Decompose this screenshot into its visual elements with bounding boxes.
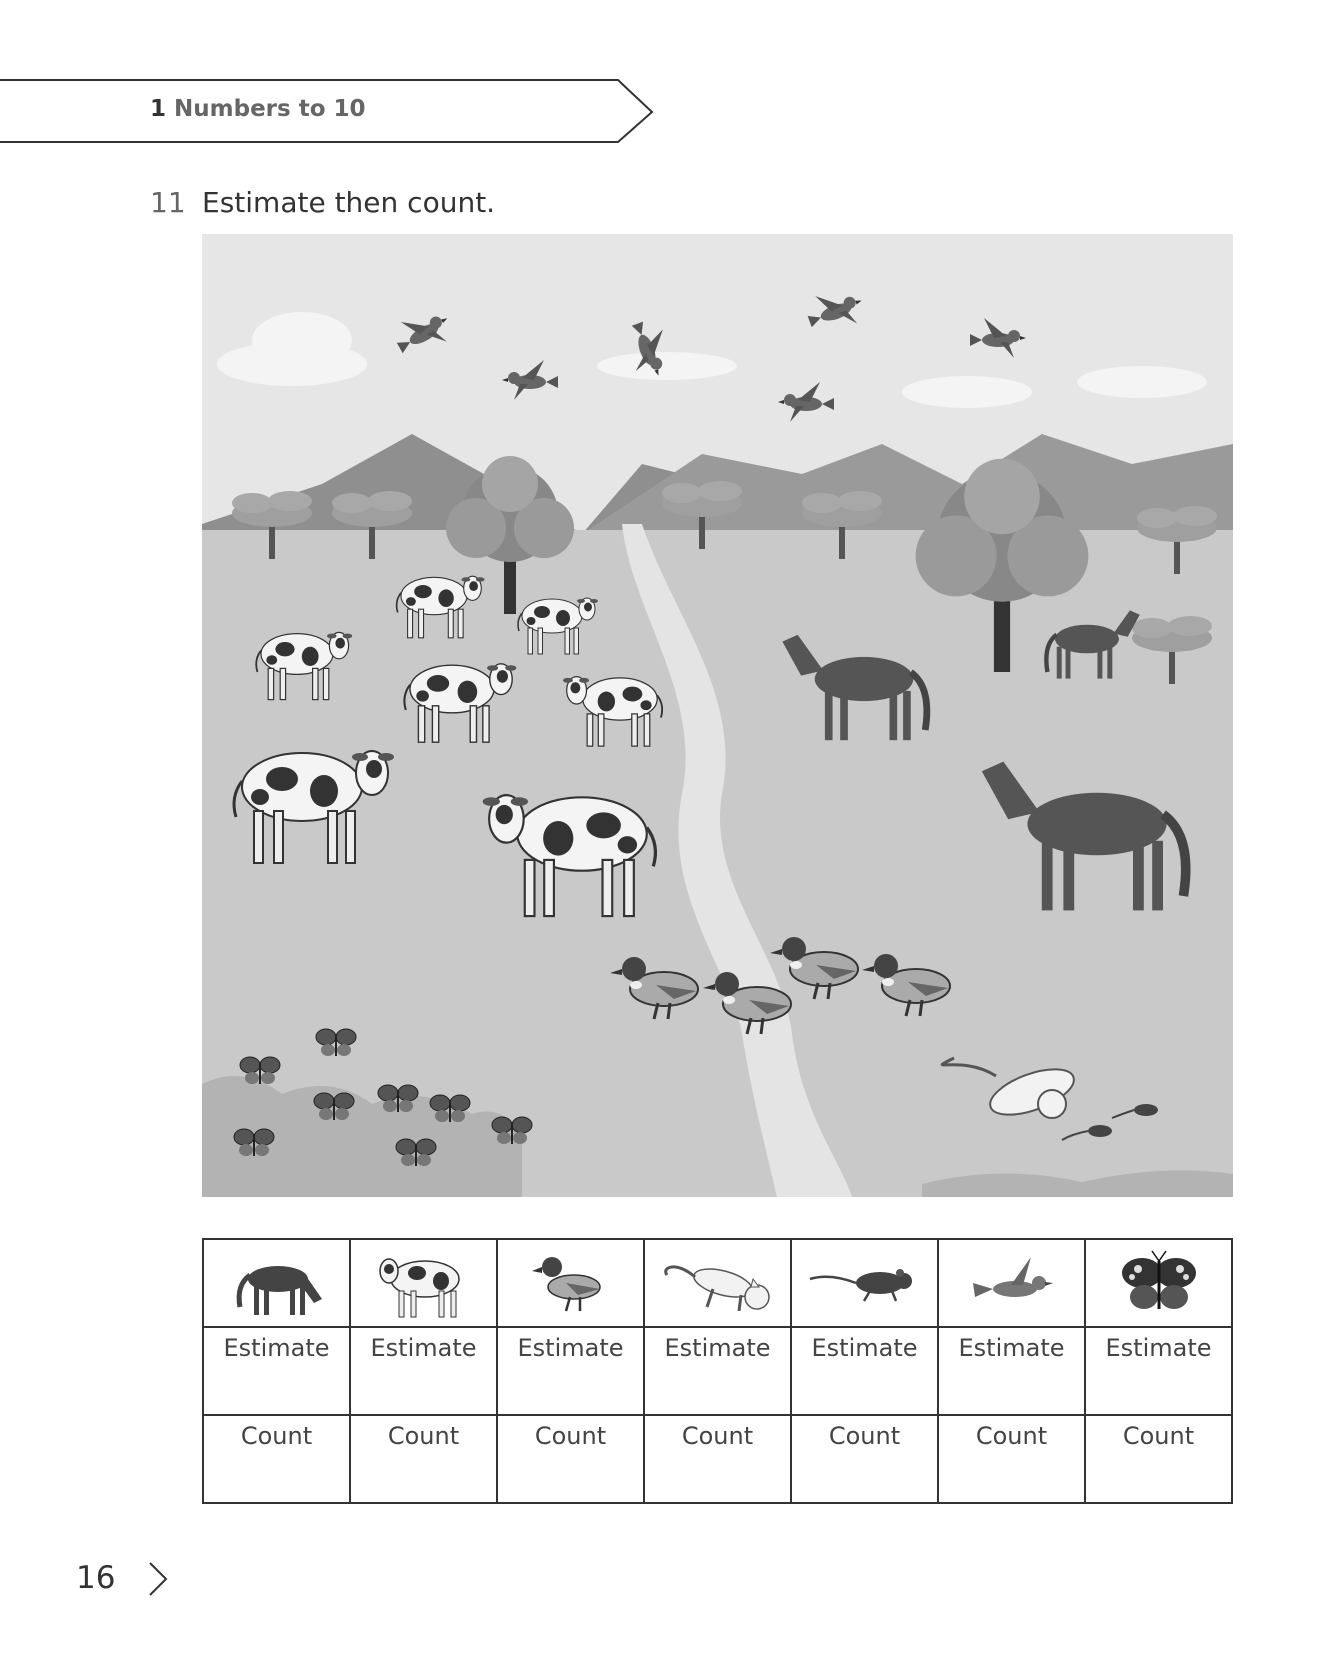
chapter-number: 1 — [150, 96, 167, 122]
butterfly-count-cell[interactable] — [1085, 1415, 1232, 1503]
count-label: Count — [975, 1422, 1048, 1450]
page-number: 16 — [76, 1560, 116, 1596]
cat-estimate-cell[interactable] — [644, 1327, 791, 1415]
bird-estimate-cell[interactable] — [938, 1327, 1085, 1415]
cat-count-cell[interactable] — [644, 1415, 791, 1503]
chapter-heading — [150, 96, 366, 122]
horse-column-header — [203, 1239, 350, 1327]
estimate-label: Estimate — [517, 1334, 624, 1362]
duck-icon — [516, 1245, 626, 1321]
mouse-icon — [800, 1245, 930, 1321]
bird-count-cell[interactable] — [938, 1415, 1085, 1503]
horse-icon — [222, 1245, 332, 1321]
farm-scene-illustration — [202, 234, 1233, 1197]
butterfly-column-header — [1085, 1239, 1232, 1327]
cow-column-header — [350, 1239, 497, 1327]
butterfly-icon — [1104, 1245, 1214, 1321]
cow-icon — [369, 1245, 479, 1321]
cat-icon — [653, 1245, 783, 1321]
horse-estimate-cell[interactable] — [203, 1327, 350, 1415]
cat-column-header — [644, 1239, 791, 1327]
bird-icon — [957, 1245, 1067, 1321]
estimate-label: Estimate — [223, 1334, 330, 1362]
duck-count-cell[interactable] — [497, 1415, 644, 1503]
count-label: Count — [681, 1422, 754, 1450]
estimate-label: Estimate — [370, 1334, 477, 1362]
estimate-label: Estimate — [811, 1334, 918, 1362]
estimate-label: Estimate — [1105, 1334, 1212, 1362]
cow-estimate-cell[interactable] — [350, 1327, 497, 1415]
count-label: Count — [1122, 1422, 1195, 1450]
count-label: Count — [828, 1422, 901, 1450]
horse-count-cell[interactable] — [203, 1415, 350, 1503]
duck-estimate-cell[interactable] — [497, 1327, 644, 1415]
chevron-right-icon — [146, 1560, 170, 1598]
question-number: 11 — [150, 186, 186, 219]
count-label: Count — [387, 1422, 460, 1450]
question-text: Estimate then count. — [202, 186, 496, 219]
count-label: Count — [534, 1422, 607, 1450]
chapter-title: Numbers to 10 — [174, 96, 366, 122]
mouse-column-header — [791, 1239, 938, 1327]
count-label: Count — [240, 1422, 313, 1450]
estimate-label: Estimate — [664, 1334, 771, 1362]
mouse-count-cell[interactable] — [791, 1415, 938, 1503]
butterfly-estimate-cell[interactable] — [1085, 1327, 1232, 1415]
cow-count-cell[interactable] — [350, 1415, 497, 1503]
mouse-estimate-cell[interactable] — [791, 1327, 938, 1415]
bird-column-header — [938, 1239, 1085, 1327]
estimate-count-table — [202, 1238, 1233, 1504]
duck-column-header — [497, 1239, 644, 1327]
estimate-label: Estimate — [958, 1334, 1065, 1362]
